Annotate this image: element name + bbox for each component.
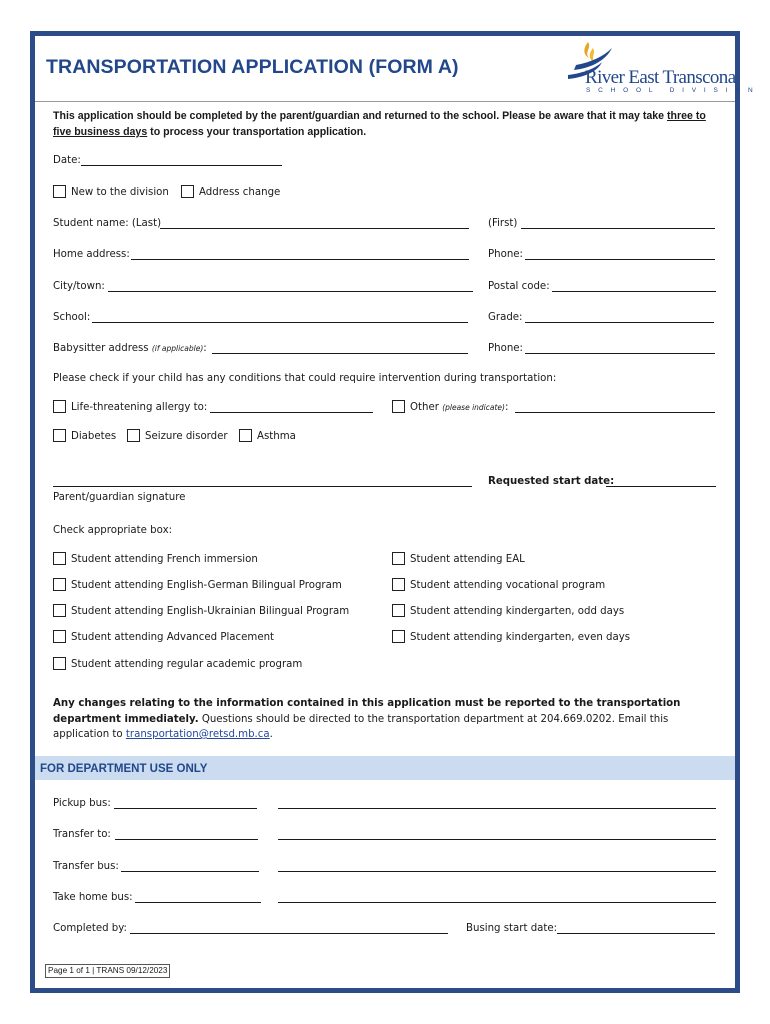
program-checkbox-german[interactable] (53, 578, 66, 591)
page-frame (30, 31, 740, 993)
programs-prompt: Check appropriate box: (53, 525, 173, 536)
babysitter-field[interactable] (212, 353, 468, 354)
header-divider (35, 101, 735, 102)
postal-code-field[interactable] (552, 291, 716, 292)
address-change-label: Address change (199, 187, 281, 198)
diabetes-checkbox[interactable] (53, 429, 66, 442)
notice-end: . (269, 729, 273, 740)
intro-paragraph (53, 108, 723, 140)
program-checkbox-k-even[interactable] (392, 630, 405, 643)
logo-name: River East Transcona (585, 67, 736, 88)
busing-start-label: Busing start date: (466, 923, 558, 934)
program-label: Student attending kindergarten, odd days (410, 606, 625, 617)
intro-text-end: to process your transportation application. (147, 126, 367, 138)
phone-label: Phone: (488, 249, 523, 260)
home-address-field[interactable] (131, 259, 469, 260)
page-footer: Page 1 of 1 | TRANS 09/12/2023 (45, 964, 170, 978)
babysitter-label-text: Babysitter address (53, 343, 149, 354)
pickup-bus-notes[interactable] (278, 808, 716, 809)
other-checkbox[interactable] (392, 400, 405, 413)
completed-by-field[interactable] (130, 933, 448, 934)
program-checkbox-k-odd[interactable] (392, 604, 405, 617)
postal-code-label: Postal code: (488, 281, 550, 292)
requested-start-label: Requested start date: (488, 476, 615, 487)
program-label: Student attending Advanced Placement (71, 632, 275, 643)
program-checkbox-vocational[interactable] (392, 578, 405, 591)
transfer-bus-field[interactable] (121, 871, 259, 872)
requested-start-field[interactable] (606, 486, 716, 487)
signature-field[interactable] (53, 486, 472, 487)
form-title: TRANSPORTATION APPLICATION (FORM A) (46, 56, 459, 78)
grade-field[interactable] (525, 322, 714, 323)
program-label: Student attending kindergarten, even days (410, 632, 631, 643)
take-home-bus-field[interactable] (135, 902, 261, 903)
school-field[interactable] (92, 322, 468, 323)
transfer-bus-notes[interactable] (278, 871, 716, 872)
logo-subtitle: SCHOOL DIVISION (586, 87, 761, 94)
program-checkbox-french[interactable] (53, 552, 66, 565)
address-change-checkbox[interactable] (181, 185, 194, 198)
student-last-field[interactable] (160, 228, 469, 229)
program-checkbox-ukrainian[interactable] (53, 604, 66, 617)
seizure-label: Seizure disorder (145, 431, 228, 442)
conditions-prompt: Please check if your child has any conditions that could require intervention during transportation: (53, 373, 557, 384)
date-label: Date: (53, 155, 81, 166)
home-address-label: Home address: (53, 249, 130, 260)
pickup-bus-label: Pickup bus: (53, 798, 111, 809)
department-section-title: FOR DEPARTMENT USE ONLY (40, 763, 208, 775)
city-label: City/town: (53, 281, 105, 292)
asthma-label: Asthma (257, 431, 296, 442)
program-label: Student attending EAL (410, 554, 525, 565)
phone-field[interactable] (525, 259, 715, 260)
new-to-division-label: New to the division (71, 187, 169, 198)
city-field[interactable] (108, 291, 473, 292)
program-label: Student attending English-Ukrainian Bilingual Program (71, 606, 350, 617)
student-last-label: Student name: (Last) (53, 218, 162, 229)
notice-text: Questions should be directed to the transportation department at 204.669.0202. Email this application to (53, 713, 669, 740)
school-label: School: (53, 312, 91, 323)
other-label: Other (please indicate): (410, 402, 509, 413)
other-label-text: Other (410, 402, 439, 413)
transfer-to-notes[interactable] (278, 839, 716, 840)
notice-paragraph (53, 696, 723, 743)
grade-label: Grade: (488, 312, 523, 323)
date-field[interactable] (81, 165, 282, 166)
other-field[interactable] (515, 412, 715, 413)
allergy-checkbox[interactable] (53, 400, 66, 413)
other-note: (please indicate) (442, 403, 505, 412)
program-checkbox-eal[interactable] (392, 552, 405, 565)
intro-underlined: three to five business days (53, 110, 706, 138)
take-home-bus-notes[interactable] (278, 902, 716, 903)
allergy-label: Life-threatening allergy to: (71, 402, 208, 413)
babysitter-note: (if applicable) (151, 344, 204, 353)
transfer-bus-label: Transfer bus: (53, 861, 119, 872)
program-checkbox-ap[interactable] (53, 630, 66, 643)
signature-label: Parent/guardian signature (53, 492, 186, 503)
program-checkbox-regular[interactable] (53, 657, 66, 670)
pickup-bus-field[interactable] (114, 808, 257, 809)
take-home-bus-label: Take home bus: (53, 892, 133, 903)
program-label: Student attending French immersion (71, 554, 258, 565)
phone2-label: Phone: (488, 343, 523, 354)
notice-bold: Any changes relating to the information contained in this application must be reported to the transportation department immediately. (53, 698, 681, 725)
allergy-field[interactable] (210, 412, 373, 413)
program-label: Student attending regular academic program (71, 659, 303, 670)
program-label: Student attending vocational program (410, 580, 606, 591)
busing-start-field[interactable] (557, 933, 715, 934)
diabetes-label: Diabetes (71, 431, 117, 442)
phone2-field[interactable] (525, 353, 715, 354)
asthma-checkbox[interactable] (239, 429, 252, 442)
seizure-checkbox[interactable] (127, 429, 140, 442)
transfer-to-field[interactable] (115, 839, 258, 840)
completed-by-label: Completed by: (53, 923, 127, 934)
intro-text: This application should be completed by the parent/guardian and returned to the school. Please be aware that it may take (53, 110, 667, 122)
transfer-to-label: Transfer to: (53, 829, 111, 840)
babysitter-label: Babysitter address (if applicable): (53, 343, 207, 354)
student-first-label: (First) (488, 218, 518, 229)
program-label: Student attending English-German Bilingual Program (71, 580, 342, 591)
email-link[interactable]: transportation@retsd.mb.ca (125, 729, 270, 740)
student-first-field[interactable] (521, 228, 715, 229)
new-to-division-checkbox[interactable] (53, 185, 66, 198)
